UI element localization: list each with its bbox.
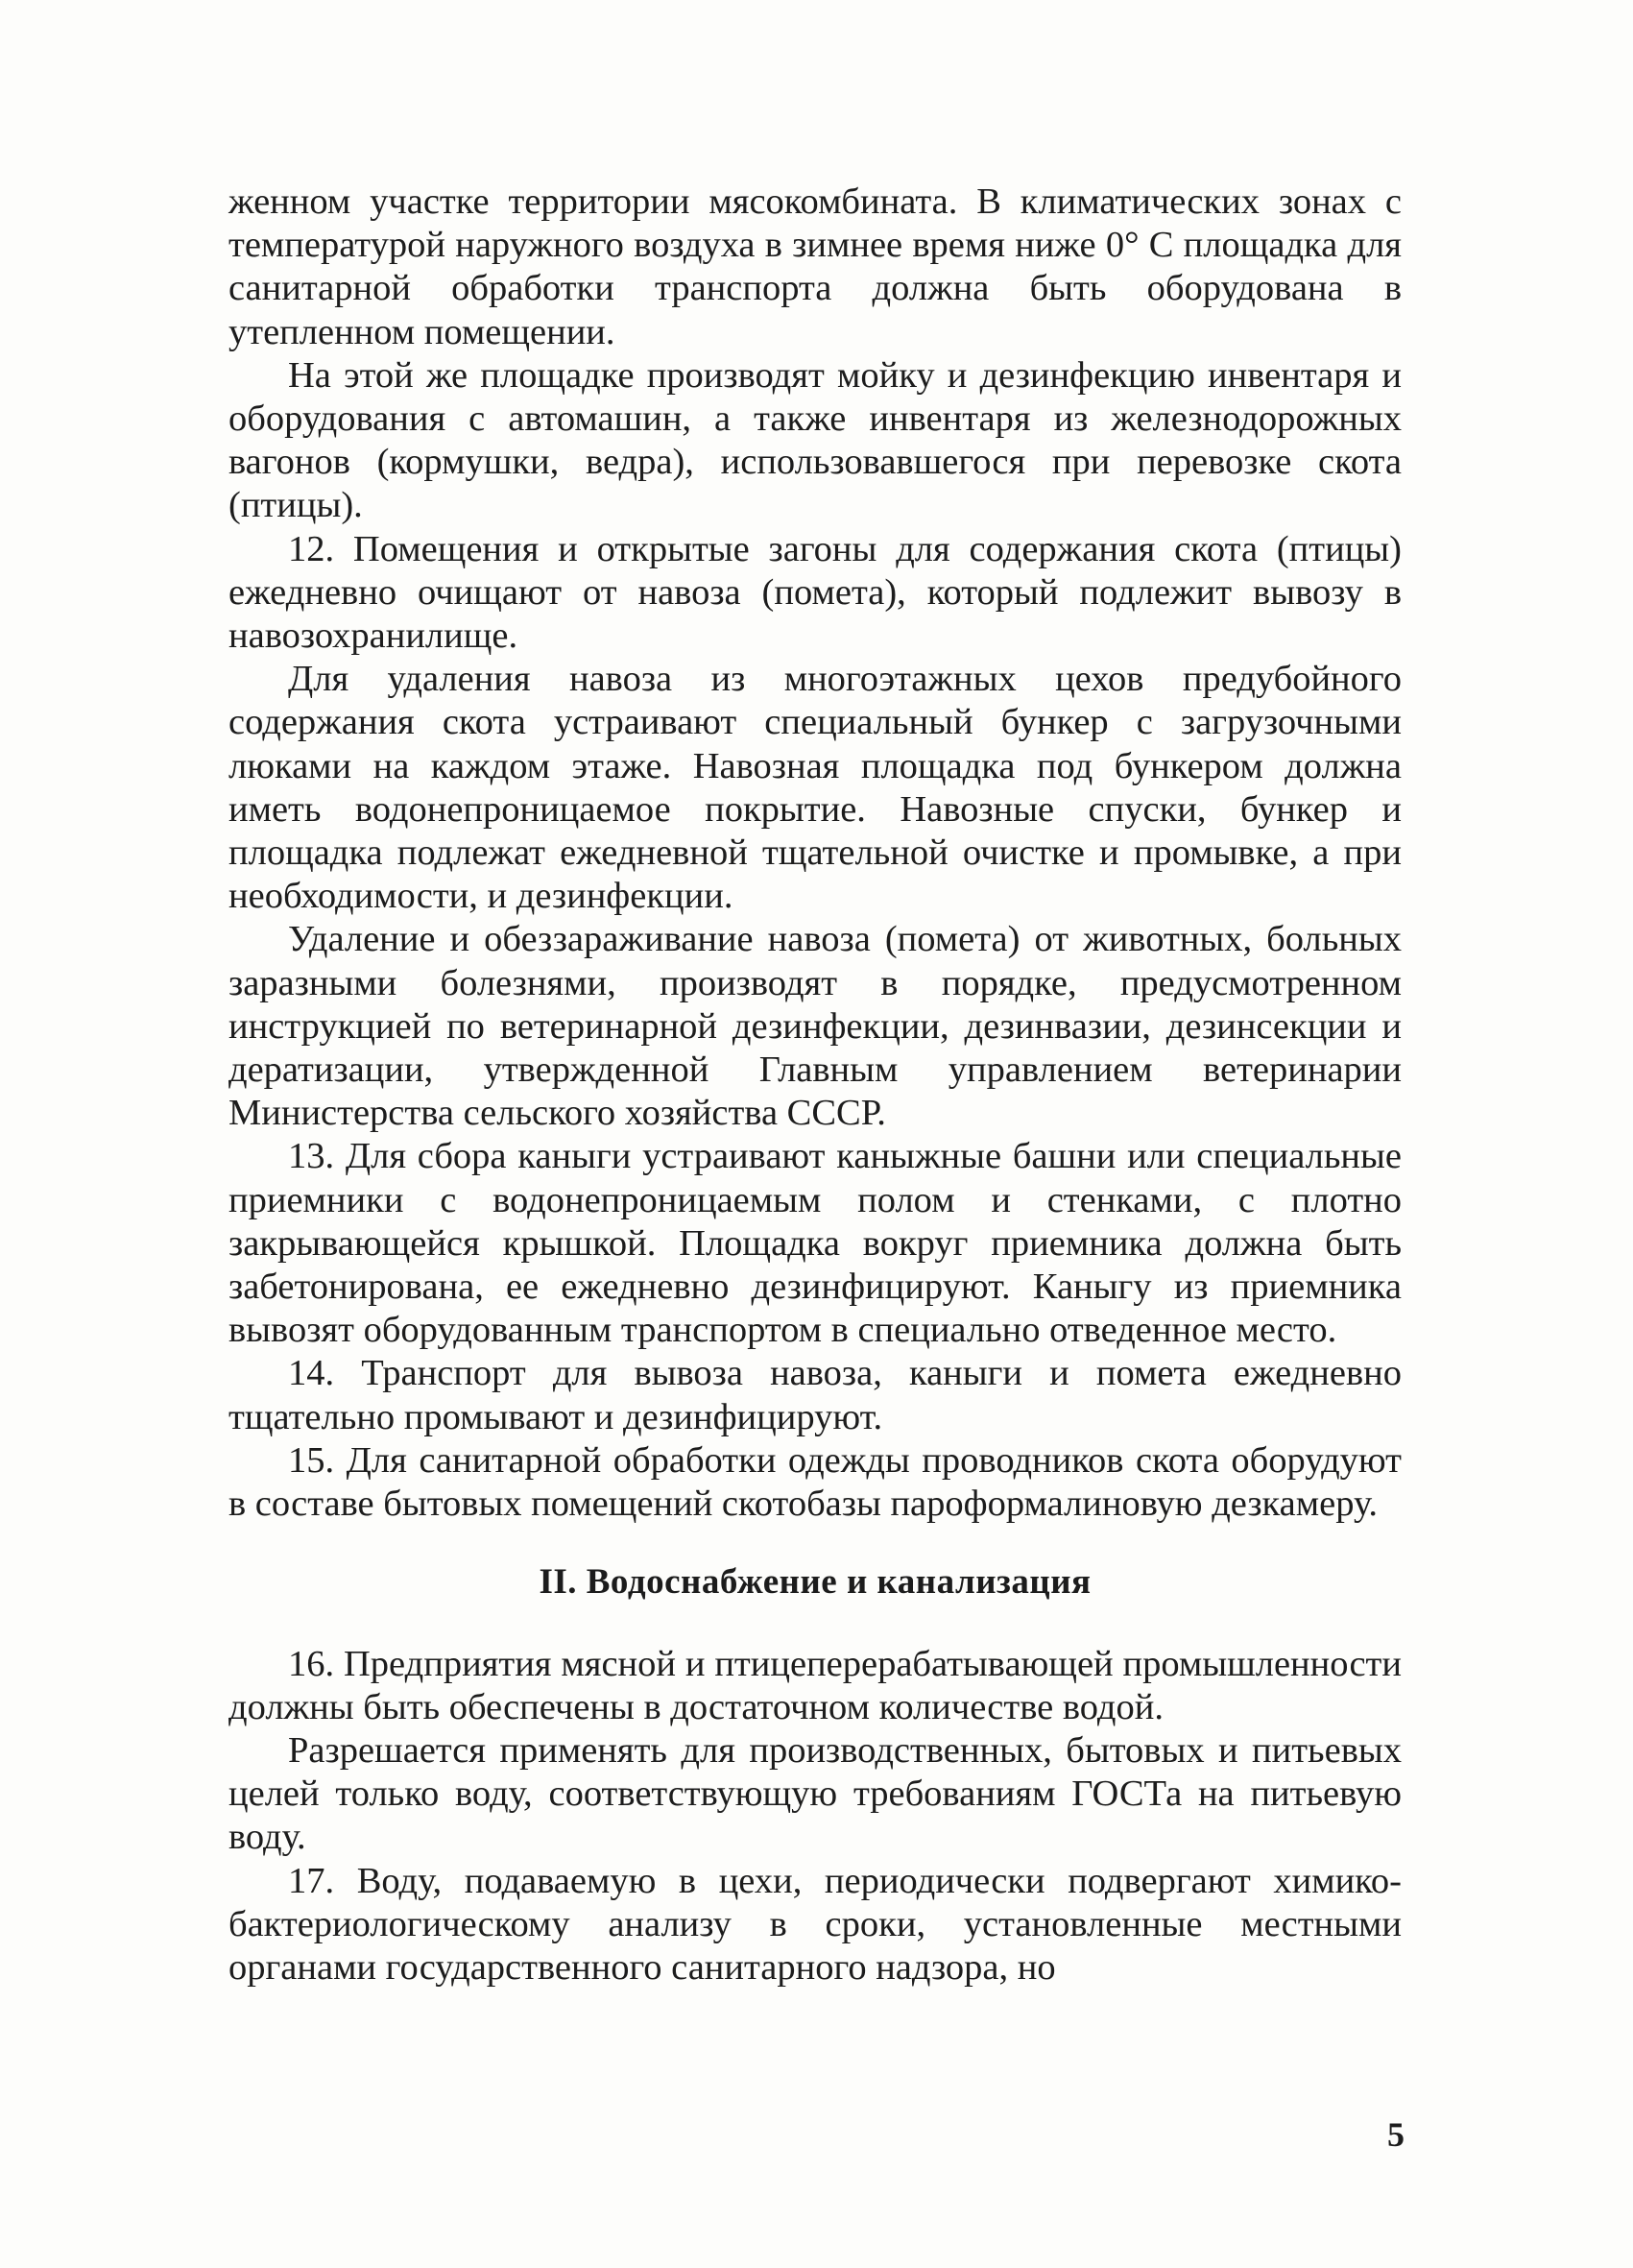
paragraph-water-requirements: Разрешается применять для производственных, бытовых и питьевых целей только воду, соответствующую требованиям ГОСТа на питьевую воду. [228,1729,1402,1858]
document-body [228,181,1402,1990]
paragraph-manure-removal: Для удаления навоза из многоэтажных цехов предубойного содержания скота устраивают специальный бункер с загрузочными люками на каждом этаже. Навозная площадка под бункером должна иметь водонепроницаемое покрытие. Навозные спуски, бункер и площадка подлежат ежедневной тщательной очистке и промывке, а при необходимости, и дезинфекции. [228,659,1402,917]
page-number: 5 [1387,2115,1405,2154]
section-heading: II. Водоснабжение и канализация [539,1562,1092,1603]
paragraph-13: 13. Для сбора каныги устраивают каныжные башни или специальные приемники с водонепроницаемым полом и стенками, с плотно закрывающейся крышкой. Площадка вокруг приемника должна быть забетонирована, ее ежедневно дезинфицируют. Каныгу из приемника вывозят оборудованным транспортом в специально отведенное место. [228,1136,1402,1351]
paragraph-14: 14. Транспорт для вывоза навоза, каныги и помета ежедневно тщательно промывают и дезинфицируют. [228,1353,1402,1437]
paragraph-continuation: женном участке территории мясокомбината. В климатических зонах с температурой наружного воздуха в зимнее время ниже 0° С площадка для санитарной обработки транспорта должна быть оборудована в утепленном помещении. [228,181,1402,352]
paragraph-washing-inventory: На этой же площадке производят мойку и дезинфекцию инвентаря и оборудования с автомашин, а также инвентаря из железнодорожных вагонов (кормушки, ведра), использовавшегося при перевозке скота (птицы). [228,354,1402,526]
paragraph-12: 12. Помещения и открытые загоны для содержания скота (птицы) ежедневно очищают от навоза (помета), который подлежит вывозу в навозохранилище. [228,528,1402,657]
paragraph-17: 17. Воду, подаваемую в цехи, периодически подвергают химико-бактериологическому анализу в сроки, установленные местными органами государственного санитарного надзора, но [228,1860,1402,1988]
paragraph-16: 16. Предприятия мясной и птицеперерабатывающей промышленности должны быть обеспечены в достаточном количестве водой. [228,1643,1402,1727]
paragraph-disinfection: Удаление и обеззараживание навоза (помета) от животных, больных заразными болезнями, производят в порядке, предусмотренном инструкцией по ветеринарной дезинфекции, дезинвазии, дезинсекции и дератизации, утвержденной Главным управлением ветеринарии Министерства сельского хозяйства СССР. [228,919,1402,1134]
paragraph-15: 15. Для санитарной обработки одежды проводников скота оборудуют в составе бытовых помещений скотобазы пароформалиновую дезкамеру. [228,1439,1402,1525]
